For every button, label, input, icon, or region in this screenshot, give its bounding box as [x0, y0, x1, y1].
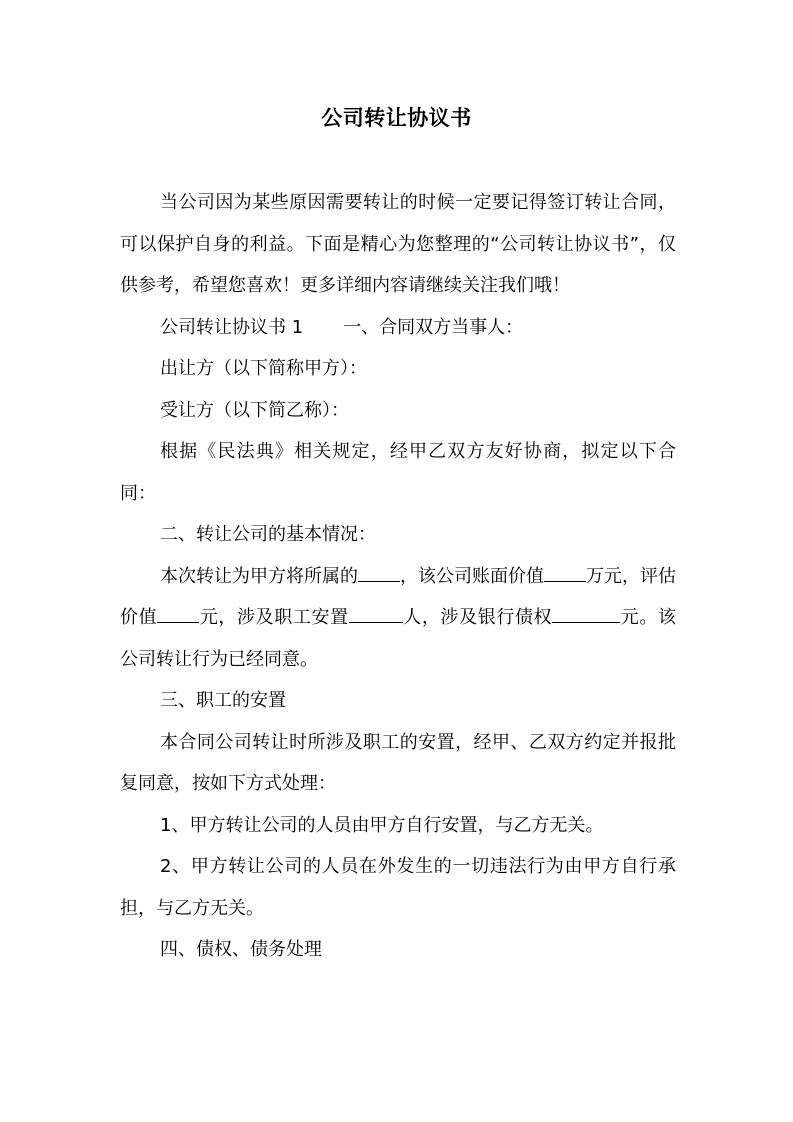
section3-item-2: 2、甲方转让公司的人员在外发生的一切违法行为由甲方自行承担，与乙方无关。: [120, 856, 676, 919]
section1-label: 公司转让协议书 1: [160, 316, 304, 338]
section3-heading: 三、职工的安置: [160, 690, 286, 711]
s2-text-5: 人，涉及银行债权: [402, 607, 553, 628]
transferee-line: 受让方（以下简乙称）：: [160, 399, 349, 421]
s2-text-1: 本次转让为甲方将所属的: [160, 565, 358, 587]
s2-text-4: 元，涉及职工安置: [199, 607, 349, 628]
section2-heading: 二、转让公司的基本情况：: [160, 524, 376, 545]
s2-text-3: 万元，评估价值: [120, 565, 676, 628]
section3-item-1: 1、甲方转让公司的人员由甲方自行安置，与乙方无关。: [160, 814, 604, 836]
section2-paragraph: [120, 556, 676, 681]
blank-assessed-value: [157, 606, 199, 623]
s2-text-6: 元。该公司转让行为已经同意。: [120, 607, 677, 670]
blank-staff-count: [349, 606, 403, 623]
document-title: 公司转让协议书: [321, 106, 472, 130]
section1-line: [120, 307, 676, 349]
section3-intro: 本合同公司转让时所涉及职工的安置，经甲、乙双方约定并报批复同意，按如下方式处理：: [120, 731, 676, 794]
section1-heading: 一、合同双方当事人：: [343, 316, 524, 338]
blank-bank-credit: [552, 606, 620, 623]
blank-book-value: [544, 565, 586, 582]
intro-paragraph: 当公司因为某些原因需要转让的时候一定要记得签订转让合同，可以保护自身的利益。下面是精心为您整理的“公司转让协议书”，仅供参考，希望您喜欢！更多详细内容请继续关注我们哦！: [120, 192, 676, 296]
section4-heading: 四、债权、债务处理: [160, 939, 322, 960]
basis-paragraph: 根据《民法典》相关规定，经甲乙双方友好协商，拟定以下合同：: [120, 441, 676, 504]
document-body: [120, 182, 676, 971]
s2-text-2: ，该公司账面价值: [400, 565, 544, 587]
transferor-line: 出让方（以下简称甲方）：: [160, 358, 367, 379]
blank-company: [358, 565, 400, 582]
